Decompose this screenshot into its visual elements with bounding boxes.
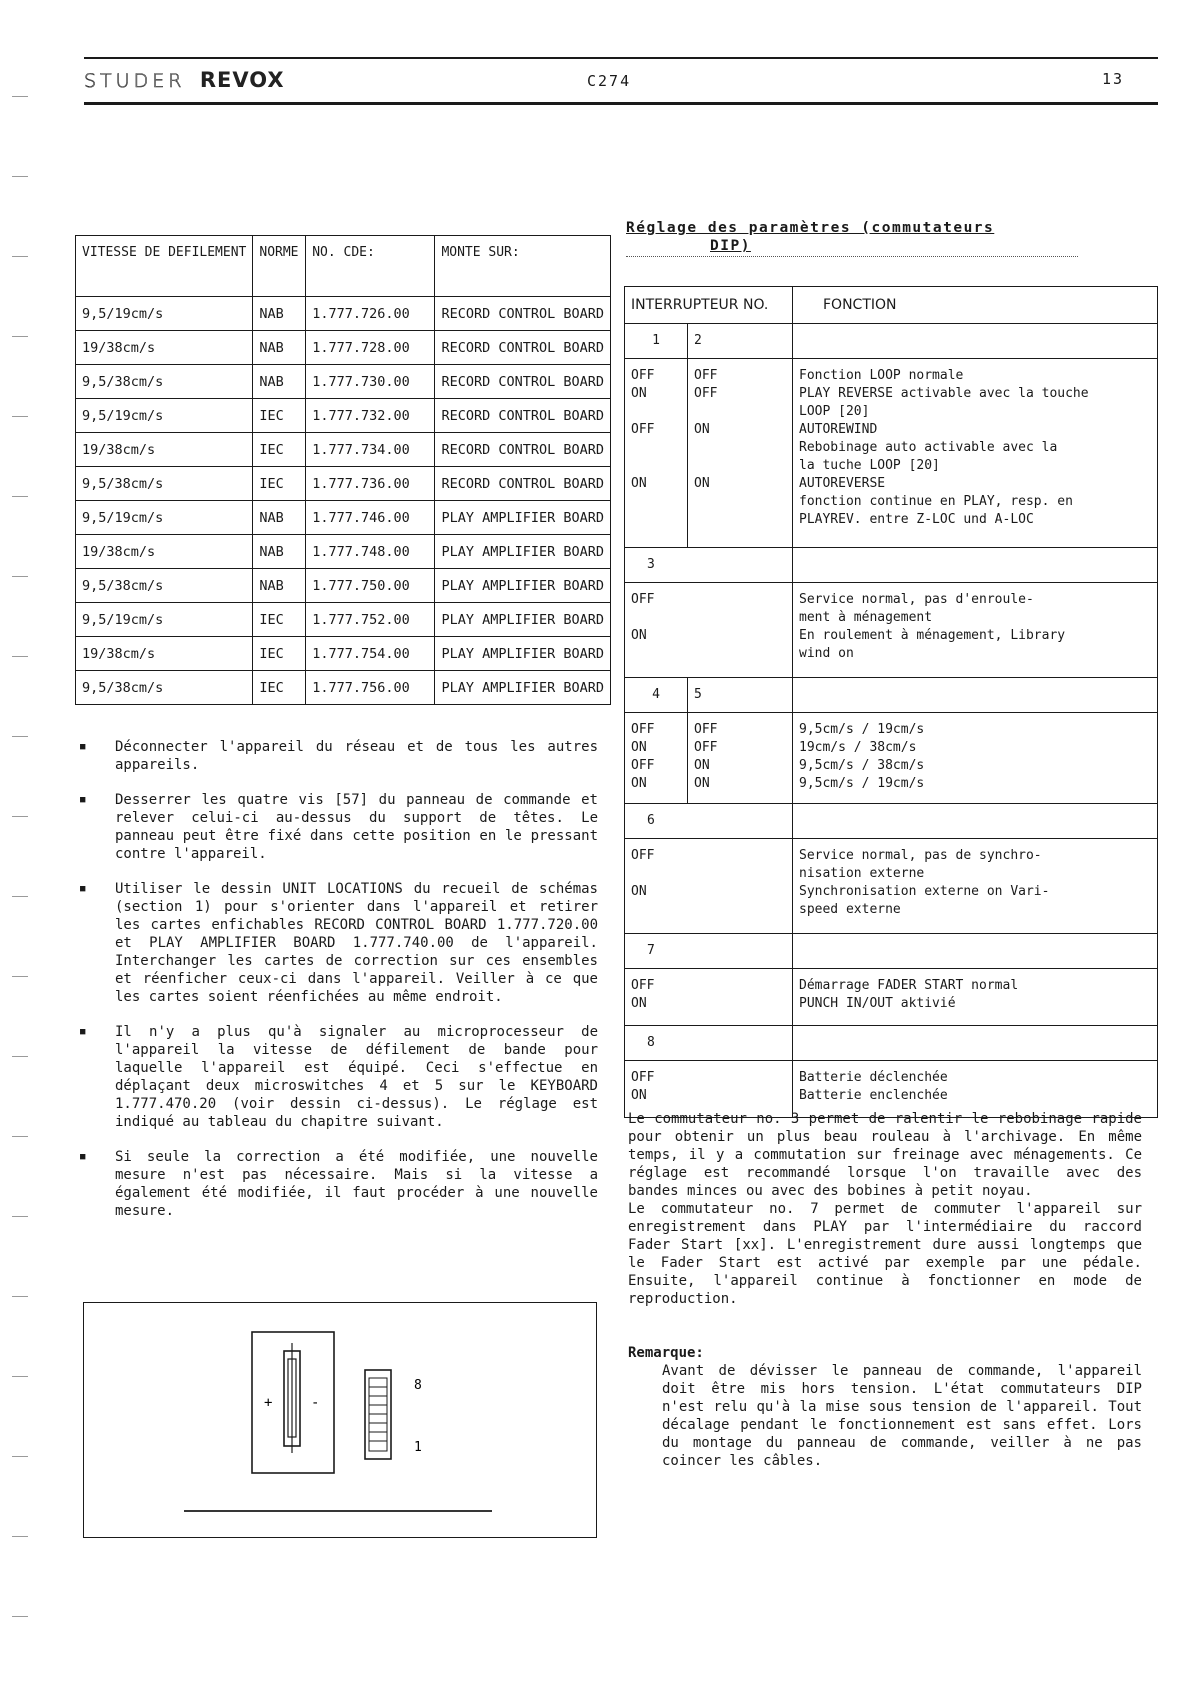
table-row <box>76 399 611 433</box>
microswitch-diagram <box>84 1303 596 1537</box>
dip-switch-7: 7 <box>625 934 793 969</box>
edge-mark <box>12 1536 28 1537</box>
cell-speed: 19/38cm/s <box>76 331 253 365</box>
dip-g7-function: Démarrage FADER START normal PUNCH IN/OUT aktivié <box>793 969 1158 1026</box>
document-number: C274 <box>587 72 632 90</box>
dip-section-title <box>626 219 994 255</box>
edge-mark <box>12 1136 28 1137</box>
dip-function-blank <box>793 804 1158 839</box>
dip-g12-state-1: OFF ON OFF ON <box>625 359 688 548</box>
cell-speed: 19/38cm/s <box>76 637 253 671</box>
table-row <box>76 501 611 535</box>
cell-order-no: 1.777.752.00 <box>306 603 435 637</box>
cell-norm: NAB <box>253 535 306 569</box>
dip-group-1-2 <box>625 359 1158 548</box>
table-row <box>76 297 611 331</box>
order-number-table <box>75 235 611 705</box>
dip-function-blank <box>793 934 1158 969</box>
note-switch-3: Le commutateur no. 3 permet de ralentir le rebobinage rapide pour obtenir un plus beau rouleau à l'archivage. En même temps, il y a commutation sur freinage avec ménagements. Ce réglage est recommandé lorsque l'on travaille avec des bandes minces ou avec des bobines à petit noyau. <box>628 1111 1142 1199</box>
cell-norm: NAB <box>253 297 306 331</box>
table-row <box>76 637 611 671</box>
instruction-item: ■ Si seule la correction a été modifiée, une nouvelle mesure n'est pas nécessaire. Mais si la vitesse a également été modifiée, il faut procéder à une nouvelle mesure. <box>78 1148 598 1220</box>
cell-mounted-on: RECORD CONTROL BOARD <box>435 399 611 433</box>
cell-speed: 9,5/19cm/s <box>76 501 253 535</box>
minus-label: - <box>311 1395 320 1411</box>
dip-group-8 <box>625 1061 1158 1118</box>
dip-col-header-switch: INTERRUPTEUR NO. <box>625 287 793 324</box>
cell-speed: 9,5/38cm/s <box>76 671 253 705</box>
remark-body: Avant de dévisser le panneau de commande, l'appareil doit être mis hors tension. L'état commutateurs DIP n'est relu qu'à la mise sous tension de l'appareil. Tout décalage pendant le fonctionnement est sans effet. Lors du montage du panneau de commande, veiller à ne pas coincer les câbles. <box>662 1363 1142 1469</box>
brand-revox: REVOX <box>199 68 285 92</box>
dip-label-1: 1 <box>414 1440 422 1455</box>
cell-mounted-on: PLAY AMPLIFIER BOARD <box>435 501 611 535</box>
dip-title-line1: Réglage des paramètres (commutateurs <box>626 220 995 236</box>
cell-mounted-on: RECORD CONTROL BOARD <box>435 467 611 501</box>
header-bottom-rule <box>84 102 1158 105</box>
col-header-mounted-on: MONTE SUR: <box>435 236 611 297</box>
cell-mounted-on: RECORD CONTROL BOARD <box>435 365 611 399</box>
cell-order-no: 1.777.734.00 <box>306 433 435 467</box>
cell-mounted-on: PLAY AMPLIFIER BOARD <box>435 535 611 569</box>
dip-g6-state: OFF ON <box>625 839 793 934</box>
cell-order-no: 1.777.726.00 <box>306 297 435 331</box>
cell-speed: 9,5/38cm/s <box>76 365 253 399</box>
dip-switch-number-row <box>625 548 1158 583</box>
dip-switch-number-row <box>625 324 1158 359</box>
cell-order-no: 1.777.748.00 <box>306 535 435 569</box>
dip-function-blank <box>793 1026 1158 1061</box>
dip-g6-function: Service normal, pas de synchro- nisation externe Synchronisation externe on Vari- speed externe <box>793 839 1158 934</box>
dip-g12-state-2: OFF OFF ON ON <box>688 359 793 548</box>
edge-mark <box>12 336 28 337</box>
note-switch-7: Le commutateur no. 7 permet de commuter l'appareil sur enregistrement dans PLAY par l'intermédiaire du raccord Fader Start [xx]. L'enregistrement dure aussi longtemps que le Fader Start est activé par exemple par une pédale. Ensuite, l'appareil continue à fonctionner en mode de reproduction. <box>628 1201 1142 1307</box>
dip-switch-8: 8 <box>625 1026 793 1061</box>
edge-mark <box>12 1456 28 1457</box>
switch-notes <box>628 1110 1142 1308</box>
cell-order-no: 1.777.736.00 <box>306 467 435 501</box>
cell-mounted-on: PLAY AMPLIFIER BOARD <box>435 637 611 671</box>
brand-studer: STUDER <box>84 70 186 92</box>
cell-norm: IEC <box>253 637 306 671</box>
dip-switch-6: 6 <box>625 804 793 839</box>
col-header-norm: NORME <box>253 236 306 297</box>
dip-col-header-function: FONCTION <box>793 287 1158 324</box>
cell-norm: NAB <box>253 501 306 535</box>
cell-order-no: 1.777.750.00 <box>306 569 435 603</box>
cell-order-no: 1.777.730.00 <box>306 365 435 399</box>
cell-order-no: 1.777.728.00 <box>306 331 435 365</box>
dip-function-blank <box>793 678 1158 713</box>
page-number: 13 <box>1102 70 1125 88</box>
edge-mark <box>12 176 28 177</box>
dip-group-6 <box>625 839 1158 934</box>
order-table-body <box>76 297 611 705</box>
cell-norm: IEC <box>253 433 306 467</box>
dip-group-3 <box>625 583 1158 678</box>
table-row <box>76 467 611 501</box>
dip-switch-5: 5 <box>688 678 793 713</box>
edge-mark <box>12 816 28 817</box>
cell-mounted-on: RECORD CONTROL BOARD <box>435 433 611 467</box>
table-row <box>76 331 611 365</box>
dip-switch-2: 2 <box>688 324 793 359</box>
dip-function-blank <box>793 548 1158 583</box>
edge-mark <box>12 256 28 257</box>
dip-g3-state: OFF ON <box>625 583 793 678</box>
dip-g45-state-4: OFF ON OFF ON <box>625 713 688 804</box>
cell-norm: IEC <box>253 671 306 705</box>
edge-mark <box>12 736 28 737</box>
instruction-item: ■ Déconnecter l'appareil du réseau et de tous les autres appareils. <box>78 738 598 774</box>
edge-mark <box>12 576 28 577</box>
col-header-speed: VITESSE DE DEFILEMENT <box>76 236 253 297</box>
dip-switch-number-row <box>625 934 1158 969</box>
dip-switch-1: 1 <box>625 324 688 359</box>
cell-norm: NAB <box>253 365 306 399</box>
cell-norm: NAB <box>253 569 306 603</box>
dip-group-4-5 <box>625 713 1158 804</box>
cell-norm: NAB <box>253 331 306 365</box>
table-header-row <box>76 236 611 297</box>
cell-order-no: 1.777.756.00 <box>306 671 435 705</box>
dip-g45-state-5: OFF OFF ON ON <box>688 713 793 804</box>
dip-switch-table <box>624 286 1158 1118</box>
remark-title: Remarque: <box>628 1345 704 1361</box>
header-top-rule <box>84 57 1158 59</box>
edge-mark <box>12 416 28 417</box>
table-row <box>76 603 611 637</box>
edge-mark <box>12 1616 28 1617</box>
edge-mark <box>12 896 28 897</box>
edge-mark <box>12 496 28 497</box>
cell-norm: IEC <box>253 467 306 501</box>
instruction-item: ■ Desserrer les quatre vis [57] du panneau de commande et relever celui-ci au-dessus du support de têtes. Le panneau peut être fixé dans cette position en le pressant contre l'appareil. <box>78 791 598 863</box>
dip-switch-number-row <box>625 804 1158 839</box>
cell-order-no: 1.777.732.00 <box>306 399 435 433</box>
dip-title-rule <box>626 256 1078 257</box>
dip-switch-4: 4 <box>625 678 688 713</box>
cell-norm: IEC <box>253 399 306 433</box>
instruction-item: ■ Il n'y a plus qu'à signaler au microprocesseur de l'appareil la vitesse de défilement de bande pour laquelle l'appareil est équipé. Ceci s'effectue en déplaçant deux microswitches 4 et 5 sur le KEYBOARD 1.777.470.20 (voir dessin ci-dessus). Le réglage est indiqué au tableau du chapitre suivant. <box>78 1023 598 1131</box>
table-row <box>76 569 611 603</box>
cell-speed: 9,5/38cm/s <box>76 467 253 501</box>
edge-mark <box>12 96 28 97</box>
cell-speed: 9,5/19cm/s <box>76 603 253 637</box>
col-header-order-no: NO. CDE: <box>306 236 435 297</box>
cell-mounted-on: PLAY AMPLIFIER BOARD <box>435 603 611 637</box>
cell-speed: 9,5/19cm/s <box>76 297 253 331</box>
dip-title-line2: DIP) <box>710 238 751 254</box>
cell-order-no: 1.777.754.00 <box>306 637 435 671</box>
dip-function-blank <box>793 324 1158 359</box>
cell-speed: 19/38cm/s <box>76 433 253 467</box>
brand-logo <box>84 68 285 92</box>
cell-mounted-on: PLAY AMPLIFIER BOARD <box>435 569 611 603</box>
dip-g8-function: Batterie déclenchée Batterie enclenchée <box>793 1061 1158 1118</box>
table-row <box>76 671 611 705</box>
dip-group-7 <box>625 969 1158 1026</box>
plus-label: + <box>264 1395 273 1411</box>
edge-mark <box>12 976 28 977</box>
table-row <box>76 365 611 399</box>
dip-switch-number-row <box>625 1026 1158 1061</box>
cell-order-no: 1.777.746.00 <box>306 501 435 535</box>
cell-mounted-on: RECORD CONTROL BOARD <box>435 297 611 331</box>
instruction-item: ■ Utiliser le dessin UNIT LOCATIONS du recueil de schémas (section 1) pour s'orienter dans l'appareil et retirer les cartes enfichables RECORD CONTROL BOARD 1.777.720.00 et PLAY AMPLIFIER BOARD 1.777.740.00 de l'appareil. Interchanger les cartes de correction sur ces ensembles et réenficher ceux-ci dans l'appareil. Veiller à ce que les cartes soient réenfichées au même endroit. <box>78 880 598 1006</box>
dip-header-row <box>625 287 1158 324</box>
edge-mark <box>12 1056 28 1057</box>
edge-mark <box>12 656 28 657</box>
microswitch-figure <box>83 1302 597 1538</box>
cell-norm: IEC <box>253 603 306 637</box>
dip-g45-function: 9,5cm/s / 19cm/s 19cm/s / 38cm/s 9,5cm/s / 38cm/s 9,5cm/s / 19cm/s <box>793 713 1158 804</box>
cell-mounted-on: PLAY AMPLIFIER BOARD <box>435 671 611 705</box>
dip-g12-function: Fonction LOOP normale PLAY REVERSE activable avec la touche LOOP [20] AUTOREWIND Rebobinage auto activable avec la la tuche LOOP [20] AUTOREVERSE fonction continue en PLAY, resp. en PLAYREV. entre Z-LOC und A-LOC <box>793 359 1158 548</box>
cell-speed: 9,5/19cm/s <box>76 399 253 433</box>
dip-g3-function: Service normal, pas d'enroule- ment à ménagement En roulement à ménagement, Library wind on <box>793 583 1158 678</box>
dip-switch-3: 3 <box>625 548 793 583</box>
cell-mounted-on: RECORD CONTROL BOARD <box>435 331 611 365</box>
table-row <box>76 535 611 569</box>
instruction-list <box>78 738 598 1237</box>
dip-switch-number-row <box>625 678 1158 713</box>
edge-mark <box>12 1216 28 1217</box>
table-row <box>76 433 611 467</box>
cell-speed: 9,5/38cm/s <box>76 569 253 603</box>
dip-label-8: 8 <box>414 1378 422 1393</box>
cell-speed: 19/38cm/s <box>76 535 253 569</box>
edge-mark <box>12 1376 28 1377</box>
dip-g8-state: OFF ON <box>625 1061 793 1118</box>
dip-g7-state: OFF ON <box>625 969 793 1026</box>
edge-mark <box>12 1296 28 1297</box>
